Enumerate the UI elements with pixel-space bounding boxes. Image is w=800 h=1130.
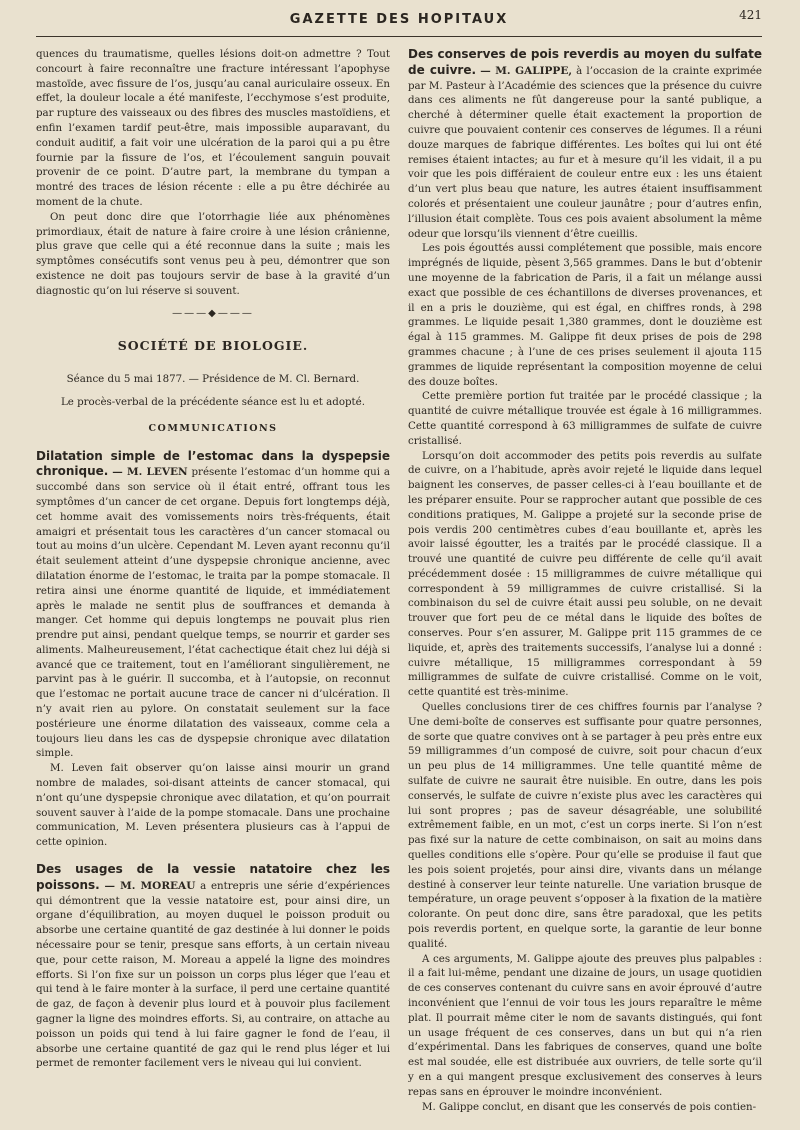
communication-title: Des conserves de pois reverdis au moyen du sulfate de cuivre.	[408, 47, 762, 77]
paragraph: M. Galippe conclut, en disant que les conservés de pois contien-	[422, 1100, 757, 1113]
left-column	[36, 47, 390, 1114]
communication-title: Dilatation simple de l’estomac dans la dyspepsie chronique.	[36, 448, 390, 479]
paragraph: Lorsqu’on doit accommoder des petits pois reverdis au sulfate de cuivre, on a l’habitude, après avoir rejeté le liquide dans lequel baignent les conserves, de passer celles-ci à l’eau bouillante et de les préparer ensuite. Pour se rapprocher autant que possible de ces conditions pratiques, M. Galippe a projeté sur la seconde prise de pois verdis 200 centimètres cubes d’eau bouillante et, après les avoir laissé égoutter, les a traités par le procédé classique. Il a trouvé une quantité de cuivre peu différente de celle qu’il avait précédemment dosée : 15 milligrammes de cuivre métallique qui correspondent à 59 milligrammes de cuivre cristallisé. Si la combinaison du sel de cuivre était aussi peu soluble, on ne devait trouver que fort peu de ce métal dans le liquide des boîtes de conserves. Pour s’en assurer, M. Galippe prit 115 grammes de ce liquide, et, après des traitements successifs, l’analyse lui a donné : cuivre métallique, 15 milligrammes correspondant à 59 milligrammes de sulfate de cuivre cristallisé. Comme on le voit, cette quantité est très-minime.	[408, 449, 762, 699]
communication-text: a entrepris une série d’expériences qui démontrent que la vessie natatoire est, pour ainsi dire, un organe d’équilibration, au moyen duquel le poisson produit ou absorbe une certaine quantité de gaz destinée à lui donner le poids nécessaire pour se tenir, presque sans efforts, à un certain niveau que, pour cette raison, M. Moreau a appelé la ligne des moindres efforts. Si l’on fixe sur un poisson un corps plus léger que l’eau et qui tend à le faire monter à la surface, il perd une certaine quantité de gaz, de façon à devenir plus lourd et à pouvoir plus facilement gagner la ligne des moindres efforts. Si, au contraire, on attache au poisson un poids qui tend à lui faire gagner le fond de l’eau, il absorbe une certaine quantité de gaz qui le rend plus léger et lui permet de remonter facilement vers le niveau qui lui convient.	[36, 879, 390, 1070]
communication-vessie	[36, 862, 390, 1071]
page-header	[36, 8, 762, 32]
communication-author: — M. MOREAU	[104, 879, 196, 892]
communications-heading: COMMUNICATIONS	[148, 422, 278, 434]
paragraph: Les pois égouttés aussi complétement que possible, mais encore imprégnés de liquide, pèsent 3,565 grammes. Dans le but d’obtenir une moyenne de la fabrication de Paris, il a fait un mélange aussi exact que possible de ces échantillons de diverses provenances, et il en a pris le douzième, qui est égal, en chiffres ronds, à 298 grammes. Le liquide pesait 1,380 grammes, dont le douzième est égal à 115 grammes. M. Galippe fit deux prises de pois de 298 grammes chacune ; à l’une de ces prises seulement il ajouta 115 grammes de liquide représentant la composition moyenne de celui des douze boîtes.	[408, 242, 762, 388]
communication-text: à l’occasion de la crainte exprimée par M. Pasteur à l’Académie des sciences que la présence du cuivre dans ces aliments ne fût dangereuse pour la santé publique, a cherché à déterminer quelle était exactement la proportion de cuivre que pouvaient contenir ces conserves de légumes. Il a réuni douze marques de fabrique différentes. Les boîtes qui lui ont été remises étaient intactes; au fur et à mesure qu’il les vidait, il a pu voir que les pois différaient de couleur entre eux : les uns étaient d’un vert plus beau que nature, les autres étaient insuffisamment colorés et présentaient une couleur jaunâtre ; pour d’autres enfin, l’illusion était complète. Tous ces pois avaient absolument la même odeur que lorsqu’ils viennent d’être cueillis.	[408, 64, 762, 240]
header-rule	[36, 36, 762, 37]
communication-author: — M. LEVEN	[112, 466, 188, 479]
masthead-title: GAZETTE DES HOPITAUX	[289, 12, 509, 27]
communication-author: — M. GALIPPE,	[480, 64, 572, 77]
communication-conserves	[408, 47, 762, 241]
section-title: SOCIÉTÉ DE BIOLOGIE.	[117, 338, 309, 354]
right-column	[408, 47, 762, 1114]
paragraph: Cette première portion fut traitée par le procédé classique ; la quantité de cuivre métallique trouvée est égale à 16 milligrammes. Cette quantité correspond à 63 milligrammes de sulfate de cuivre cristallisé.	[408, 390, 762, 447]
communication-dilatation	[36, 449, 390, 762]
paragraph: A ces arguments, M. Galippe ajoute des preuves plus palpables : il a fait lui-même, pendant une dizaine de jours, un usage quotidien de ces conserves contenant du cuivre sans en avoir éprouvé d’autre inconvénient que l’ennui de voir tous les jours reparaître le même plat. Il pourrait même citer le nom de savants distingués, qui font un usage fréquent de ces conserves, dans un but qui n’a rien d’expérimental. Dans les fabriques de conserves, quand une boîte est mal soudée, elle est distribuée aux ouvriers, de telle sorte qu’il y en a qui mangent presque exclusivement des conserves à leurs repas sans en éprouver le moindre inconvénient.	[408, 952, 762, 1098]
session-line: Séance du 5 mai 1877. — Présidence de M. Cl. Bernard.	[66, 373, 360, 386]
minutes-line: Le procès-verbal de la précédente séance est lu et adopté.	[60, 395, 366, 408]
paragraph: Quelles conclusions tirer de ces chiffres fournis par l’analyse ? Une demi-boîte de conserves est suffisante pour quatre personnes, de sorte que quatre convives ont à se partager à peu près entre eux 59 milligrammes d’un composé de cuivre, soit pour chacun d’eux un peu plus de 14 milligrammes. Une telle quantité même de sulfate de cuivre ne saurait être nuisible. En outre, dans les pois conservés, le sulfate de cuivre n’existe plus avec les caractères qui lui sont propres ; pas de saveur désagréable, une solubilité extrêmement faible, en un mot, c’est un corps inerte. Si l’on n’est pas fixé sur la nature de cette combinaison, on sait au moins dans quelles conditions elle s’opère. Pour qu’elle se produise il faut que les pois soient projetés, pour ainsi dire, vivants dans un mélange destiné à conserver leur teinte naturelle. Une variation brusque de température, un orage peuvent s’opposer à la fixation de la matière colorante. On peut donc dire, sans être paradoxal, que les petits pois reverdis portent, en quelque sorte, la garantie de leur bonne qualité.	[408, 701, 762, 950]
article-conclusion-paragraph: On peut donc dire que l’otorrhagie liée aux phénomènes primordiaux, était de nature à faire croire à une lésion crânienne, plus grave que celle qui a été reconnue dans la suite ; mais les symptômes consécutifs sont venus peu à peu, démontrer que son existence ne doit pas toujours servir de base à la gravité d’un diagnostic qu’on lui réserve si souvent.	[36, 210, 390, 297]
communication-title: Des usages de la vessie natatoire chez les poissons.	[36, 862, 390, 892]
section-separator: ———◆———	[172, 307, 254, 319]
communication-text: présente l’estomac d’un homme qui a succombé dans son service où il était entré, offrant tous les symptômes d’un cancer de cet organe. Depuis fort longtemps déjà, cet homme avait des vomissements noirs très-fréquents, était amaigri et présentait tous les caractères d’un cancer stomacal ou tout au moins d’un ulcère. Cependant M. Leven ayant reconnu qu’il était seulement atteint d’une dyspepsie chronique ancienne, avec dilatation énorme de l’estomac, le traita par la pompe stomacale. Il retira ainsi une énorme quantité de liquide, et immédiatement après le malade ne sentit plus de souffrances et demanda à manger. Cet homme qui depuis longtemps ne pouvait plus rien prendre put ainsi, pendant quelque temps, se nourrir et garder ses aliments. Malheureusement, l’état cachectique était chez lui déjà si avancé que ce traitement, tout en l’améliorant singulièrement, ne parvint pas à le guérir. Il succomba, et à l’autopsie, on reconnut que l’estomac ne portait aucune trace de cancer ni d’ulcération. Il n’y avait rien au pylore. On constatait seulement sur la face postérieure une énorme dilatation des vaisseaux, comme cela a toujours lieu dans les cas de dyspepsie chronique avec dilatation simple.	[36, 466, 391, 760]
columns	[36, 47, 762, 1114]
page-number: 421	[739, 8, 762, 22]
communication-paragraph: M. Leven fait observer qu’on laisse ainsi mourir un grand nombre de malades, soi-disant atteints de cancer stomacal, qui n’ont qu’une dyspepsie chronique avec dilatation, et qu’on pourrait souvent sauver à l’aide de la pompe stomacale. Dans une prochaine communication, M. Leven présentera plusieurs cas à l’appui de cette opinion.	[36, 762, 390, 849]
article-continuation-paragraph: quences du traumatisme, quelles lésions doit-on admettre ? Tout concourt à faire reconnaître une fracture intéressant l’apophyse mastoïde, avec fissure de l’os, jusqu’au canal auriculaire osseux. En effet, la douleur locale a été manifeste, l’ecchymose s’est produite, par rupture des vaisseaux ou des fibres des muscles mastoïdiens, et enfin l’examen tardif peut-être, mais impossible auparavant, du conduit auditif, a fait voir une ulcération de la paroi qui a pu être fournie par la fissure de l’os, et l’écoulement sanguin pouvait provenir de ce point. D’autre part, la membrane du tympan a montré des traces de lésion récente : elle a pu être déchirée au moment de la chute.	[36, 48, 391, 208]
